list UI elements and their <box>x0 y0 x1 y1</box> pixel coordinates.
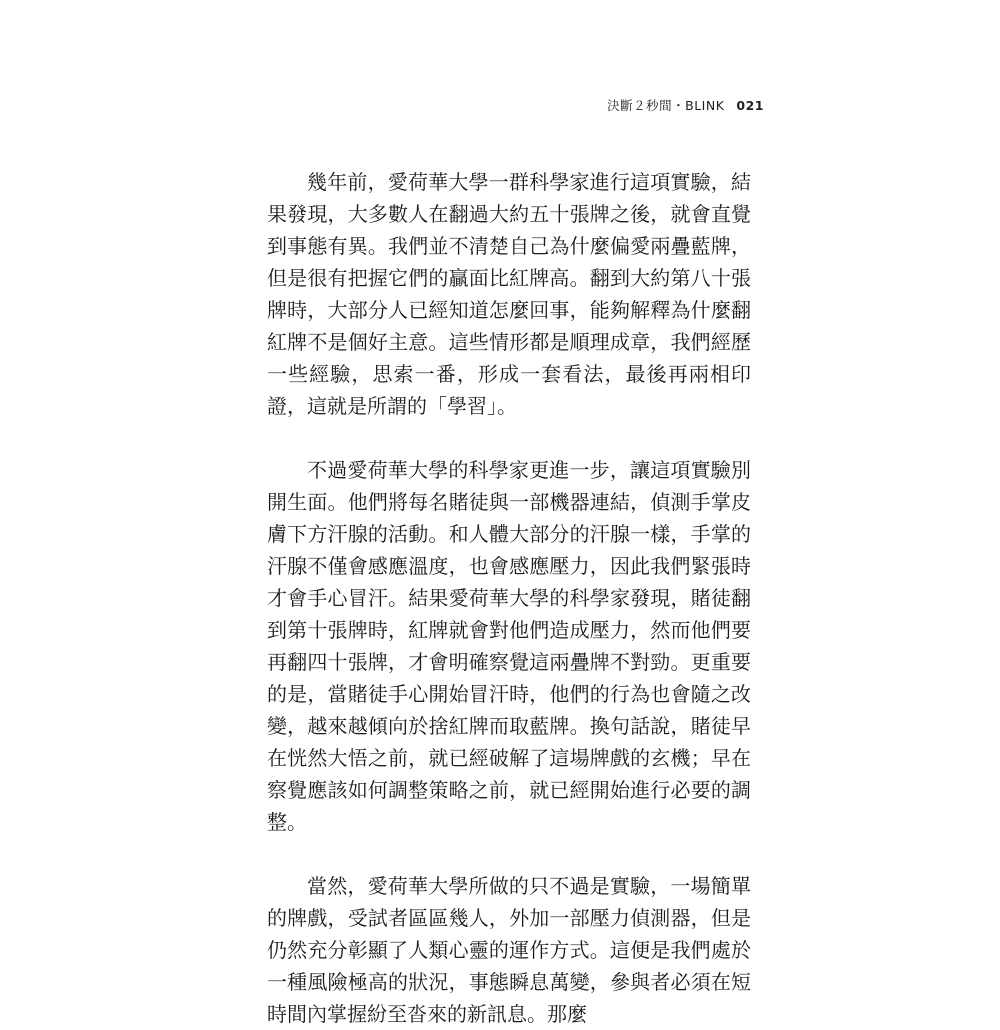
paragraph-2: 不過愛荷華大學的科學家更進一步，讓這項實驗別開生面。他們將每名賭徒與一部機器連結，偵測手掌皮膚下方汗腺的活動。和人體大部分的汗腺一樣，手掌的汗腺不僅會感應溫度，也會感應壓力，因此我們緊張時才會手心冒汗。結果愛荷華大學的科學家發現，賭徒翻到第十張牌時，紅牌就會對他們造成壓力，然而他們要再翻四十張牌，才會明確察覺這兩疊牌不對勁。更重要的是，當賭徒手心開始冒汗時，他們的行為也會隨之改變，越來越傾向於捨紅牌而取藍牌。換句話說，賭徒早在恍然大悟之前，就已經破解了這場牌戲的玄機；早在察覺應該如何調整策略之前，就已經開始進行必要的調整。 <box>267 458 751 834</box>
paragraph-1: 幾年前，愛荷華大學一群科學家進行這項實驗，結果發現，大多數人在翻過大約五十張牌之後，就會直覺到事態有異。我們並不清楚自己為什麼偏愛兩疊藍牌，但是很有把握它們的贏面比紅牌高。翻到大約第八十張牌時，大部分人已經知道怎麼回事，能夠解釋為什麼翻紅牌不是個好主意。這些情形都是順理成章，我們經歷一些經驗，思索一番，形成一套看法，最後再兩相印證，這就是所謂的「學習」。 <box>267 170 751 418</box>
body-text <box>267 166 751 1030</box>
book-title: 決斷２秒間・BLINK <box>607 98 725 113</box>
paragraph-3: 當然，愛荷華大學所做的只不過是實驗，一場簡單的牌戲，受試者區區幾人，外加一部壓力偵測器，但是仍然充分彰顯了人類心靈的運作方式。這便是我們處於一種風險極高的狀況，事態瞬息萬變，參與者必須在短時間內掌握紛至沓來的新訊息。那麼 <box>267 874 751 1026</box>
page-number: 021 <box>736 98 764 113</box>
running-header <box>607 96 764 114</box>
